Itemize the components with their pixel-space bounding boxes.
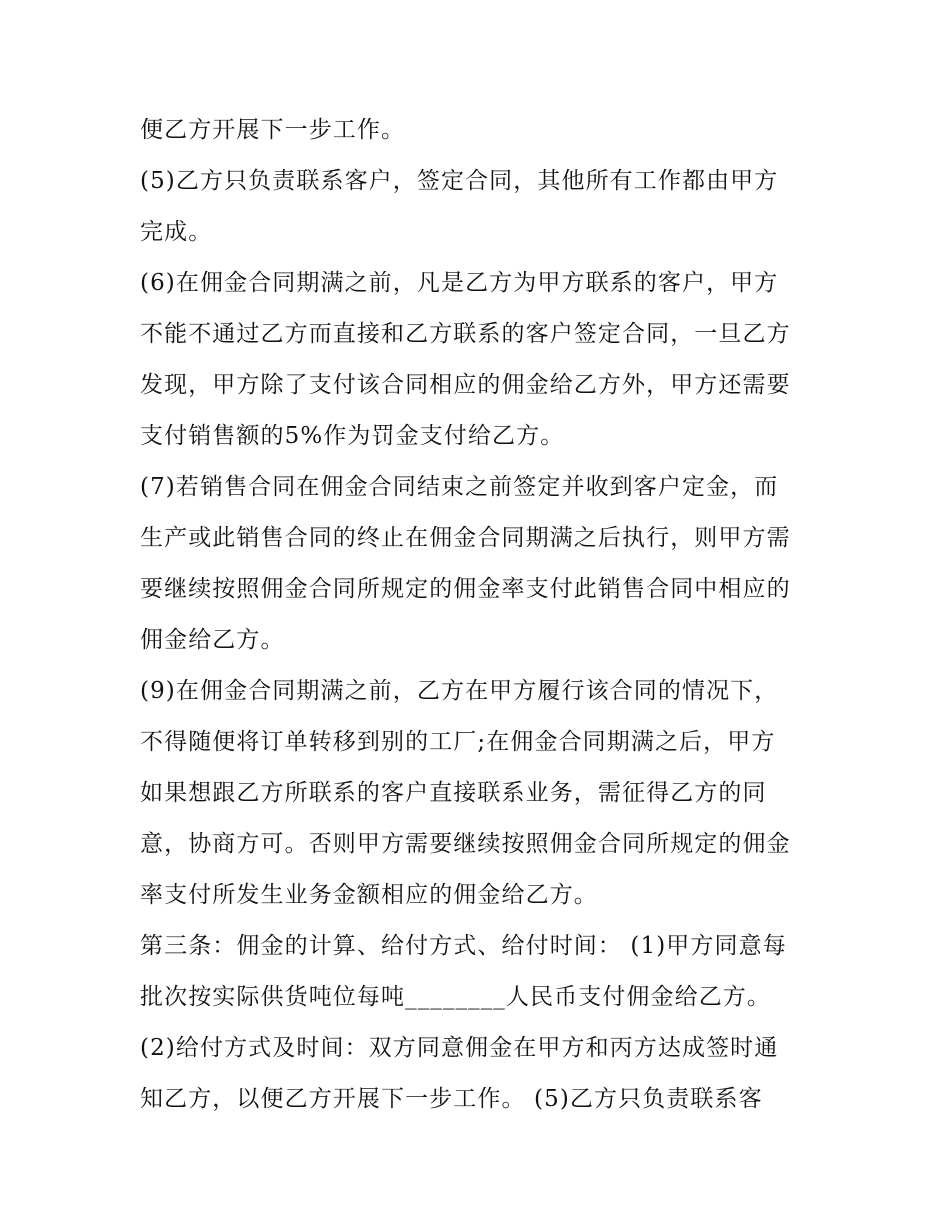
text-line: (9)在佣金合同期满之前，乙方在甲方履行该合同的情况下，	[140, 678, 779, 704]
text-line: 完成。	[140, 219, 213, 245]
text-line: 发现，甲方除了支付该合同相应的佣金给乙方外，甲方还需要	[140, 372, 791, 398]
text-line: (6)在佣金合同期满之前，凡是乙方为甲方联系的客户，甲方	[140, 270, 779, 296]
text-line: 意，协商方可。否则甲方需要继续按照佣金合同所规定的佣金	[140, 831, 791, 857]
contract-text	[140, 108, 840, 1128]
text-line: 如果想跟乙方所联系的客户直接联系业务，需征得乙方的同	[140, 780, 767, 806]
text-line: 知乙方，以便乙方开展下一步工作。 (5)乙方只负责联系客	[140, 1086, 763, 1112]
text-line: (5)乙方只负责联系客户，签定合同，其他所有工作都由甲方	[140, 168, 779, 194]
text-line: 率支付所发生业务金额相应的佣金给乙方。	[140, 882, 598, 908]
text-line: 不能不通过乙方而直接和乙方联系的客户签定合同，一旦乙方	[140, 321, 791, 347]
text-line: 佣金给乙方。	[140, 627, 285, 653]
text-line: 第三条：佣金的计算、给付方式、给付时间： (1)甲方同意每	[140, 933, 787, 959]
text-line: 不得随便将订单转移到别的工厂;在佣金合同期满之后，甲方	[140, 729, 776, 755]
text-line: 支付销售额的5%作为罚金支付给乙方。	[140, 423, 565, 449]
text-line: 生产或此销售合同的终止在佣金合同期满之后执行，则甲方需	[140, 525, 791, 551]
text-line: 便乙方开展下一步工作。	[140, 117, 406, 143]
text-line: (2)给付方式及时间：双方同意佣金在甲方和丙方达成签时通	[140, 1035, 779, 1061]
text-line: 要继续按照佣金合同所规定的佣金率支付此销售合同中相应的	[140, 576, 791, 602]
text-line: (7)若销售合同在佣金合同结束之前签定并收到客户定金，而	[140, 474, 779, 500]
text-line: 批次按实际供货吨位每吨________人民币支付佣金给乙方。	[140, 984, 771, 1010]
